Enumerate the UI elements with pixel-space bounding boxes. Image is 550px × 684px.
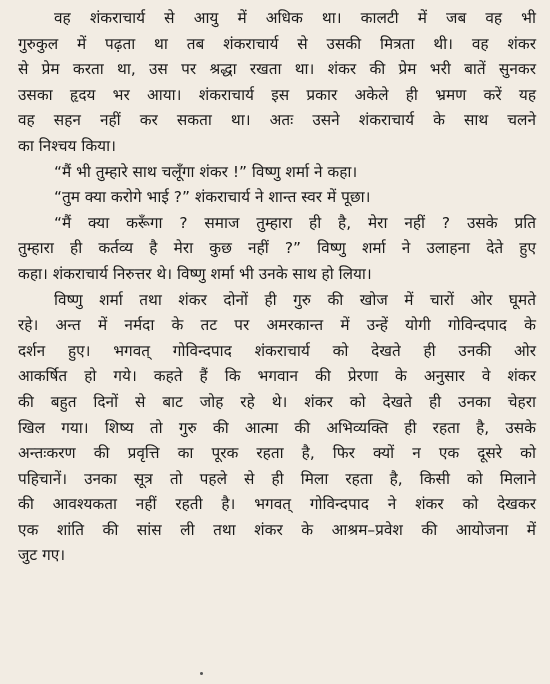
print-speck (200, 672, 203, 675)
text-line: से प्रेम करता था, उस पर श्रद्धा रखता था। शंकर की प्रेम भरी बातें सुनकर (18, 60, 536, 79)
text-line: “मैं क्या करूँगा ? समाज तुम्हारा ही है, मेरा नहीं ? उसके प्रति (54, 213, 536, 232)
text-line: कहा। शंकराचार्य निरुत्तर थे। विष्णु शर्मा भी उनके साथ हो लिया। (18, 264, 372, 283)
text-line: जुट गए। (18, 546, 66, 565)
text-line: खिल गया। शिष्य तो गुरु की आत्मा की अभिव्यक्ति ही रहता है, उसके (18, 418, 536, 437)
paragraph (18, 160, 536, 186)
text-line: “तुम क्या करोगे भाई ?” शंकराचार्य ने शान्त स्वर में पूछा। (54, 188, 371, 207)
text-line: आकर्षित हो गये। कहते हैं कि भगवान की प्रेरणा के अनुसार वे शंकर (18, 367, 536, 386)
text-line: एक शांति की सांस ली तथा शंकर के आश्रम–प्रवेश की आयोजना में (18, 520, 536, 539)
paragraph (18, 211, 536, 288)
text-line: उसका हृदय भर आया। शंकराचार्य इस प्रकार अकेले ही भ्रमण करें यह (18, 85, 536, 104)
text-line: वह सहन नहीं कर सकता था। अतः उसने शंकराचार्य के साथ चलने (18, 111, 536, 130)
text-line: तुम्हारा ही कर्तव्य है मेरा कुछ नहीं ?” विष्णु शर्मा ने उलाहना देते हुए (18, 239, 536, 258)
paragraph (18, 288, 536, 570)
text-line: रहे। अन्त में नर्मदा के तट पर अमरकान्त में उन्हें योगी गोविन्दपाद के (18, 316, 536, 335)
text-line: का निश्चय किया। (18, 136, 116, 155)
text-line: की बहुत दिनों से बाट जोह रहे थे। शंकर को देखते ही उनका चेहरा (18, 392, 536, 411)
text-line: दर्शन हुए। भगवत् गोविन्दपाद शंकराचार्य को देखते ही उनकी ओर (18, 341, 536, 360)
text-line: अन्तःकरण की प्रवृत्ति का पूरक रहता है, फिर क्यों न एक दूसरे को (18, 444, 536, 463)
text-line: वह शंकराचार्य से आयु में अधिक था। कालटी में जब वह भी (54, 9, 536, 27)
text-line: “मैं भी तुम्हारे साथ चलूँगा शंकर !” विष्णु शर्मा ने कहा। (54, 162, 358, 181)
text-line: गुरुकुल में पढ़ता था तब शंकराचार्य से उसकी मित्रता थी। वह शंकर (18, 34, 536, 53)
text-line: पहिचानें। उनका सूत्र तो पहले से ही मिला रहता है, किसी को मिलाने (18, 469, 536, 488)
text-line: विष्णु शर्मा तथा शंकर दोनों ही गुरु की खोज में चारों ओर घूमते (54, 290, 536, 309)
text-line: की आवश्यकता नहीं रहती है। भगवत् गोविन्दपाद ने शंकर को देखकर (18, 495, 536, 514)
paragraph (18, 6, 536, 160)
paragraph (18, 185, 536, 211)
